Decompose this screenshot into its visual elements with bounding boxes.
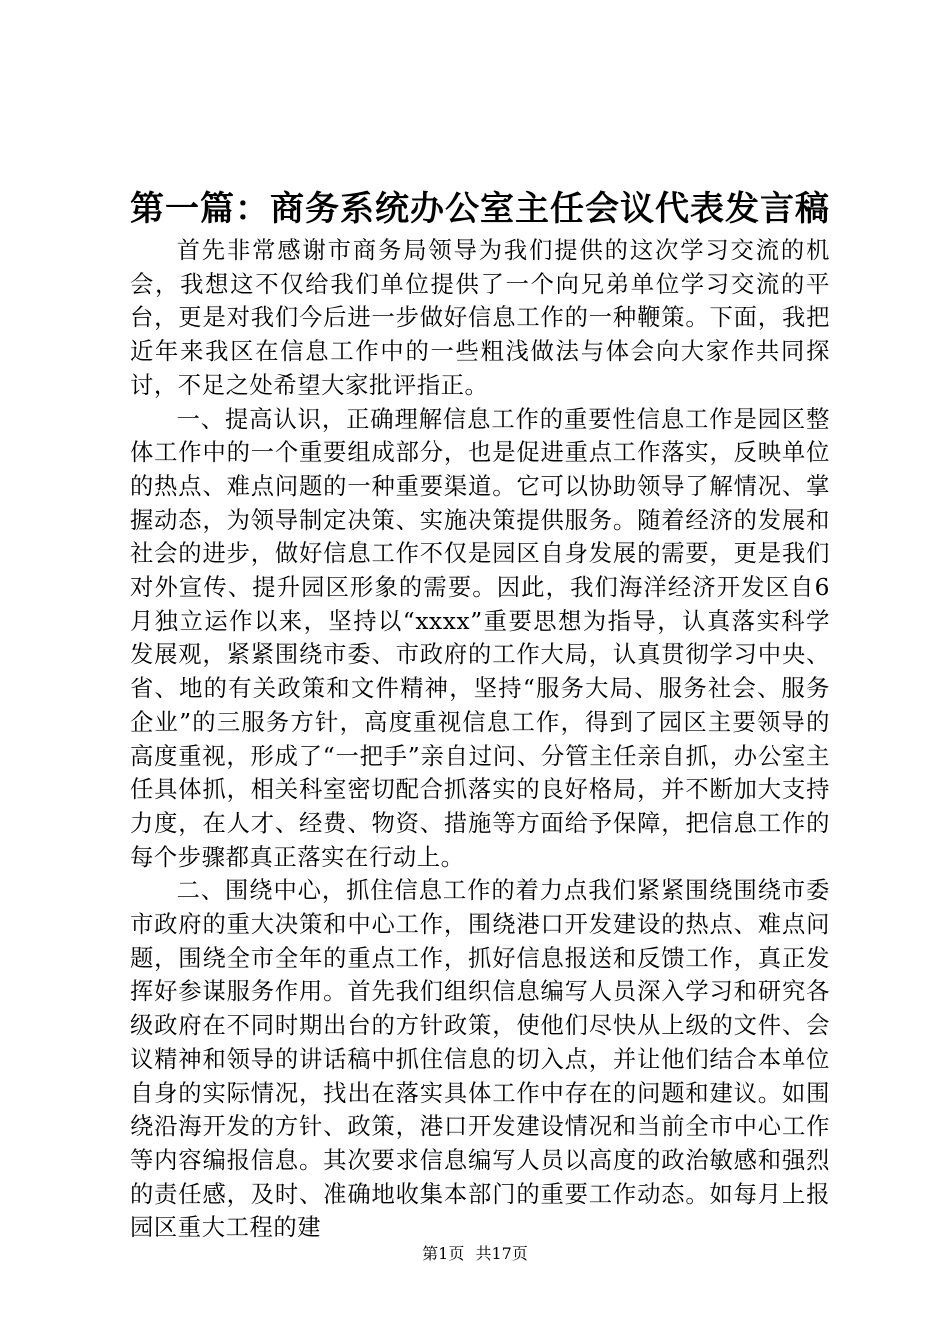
document-title: 第一篇：商务系统办公室主任会议代表发言稿 xyxy=(130,189,830,229)
page-total: 共17页 xyxy=(475,1244,528,1263)
document-body xyxy=(130,234,830,1245)
paragraph-section-2: 二、围绕中心，抓住信息工作的着力点我们紧紧围绕围绕市委市政府的重大决策和中心工作，围绕港口开发建设的热点、难点问题，围绕全市全年的重点工作，抓好信息报送和反馈工作，真正发挥好参谋服务作用。首先我们组织信息编写人员深入学习和研究各级政府在不同时期出台的方针政策，使他们尽快从上级的文件、会议精神和领导的讲话稿中抓住信息的切入点，并让他们结合本单位自身的实际情况，找出在落实具体工作中存在的问题和建议。如围绕沿海开发的方针、政策，港口开发建设情况和当前全市中心工作等内容编报信息。其次要求信息编写人员以高度的政治敏感和强烈的责任感，及时、准确地收集本部门的重要工作动态。如每月上报园区重大工程的建 xyxy=(130,877,830,1242)
paragraph-intro: 首先非常感谢市商务局领导为我们提供的这次学习交流的机会，我想这不仅给我们单位提供了一个向兄弟单位学习交流的平台，更是对我们今后进一步做好信息工作的一种鞭策。下面，我把近年来我区在信息工作中的一些粗浅做法与体会向大家作共同探讨，不足之处希望大家批评指正。 xyxy=(130,237,830,399)
page-number: 第1页 xyxy=(422,1244,465,1263)
paragraph-section-1: 一、提高认识，正确理解信息工作的重要性信息工作是园区整体工作中的一个重要组成部分，也是促进重点工作落实，反映单位的热点、难点问题的一种重要渠道。它可以协助领导了解情况、掌握动态，为领导制定决策、实施决策提供服务。随着经济的发展和社会的进步，做好信息工作不仅是园区自身发展的需要，更是我们对外宣传、提升园区形象的需要。因此，我们海洋经济开发区自6月独立运作以来，坚持以“xxxx”重要思想为指导，认真落实科学发展观，紧紧围绕市委、市政府的工作大局，认真贯彻学习中央、省、地的有关政策和文件精神，坚持“服务大局、服务社会、服务企业”的三服务方针，高度重视信息工作，得到了园区主要领导的高度重视，形成了“一把手”亲自过问、分管主任亲自抓，办公室主任具体抓，相关科室密切配合抓落实的良好格局，并不断加大支持力度，在人才、经费、物资、措施等方面给予保障，把信息工作的每个步骤都真正落实在行动上。 xyxy=(130,405,830,871)
page-footer xyxy=(0,1244,950,1264)
